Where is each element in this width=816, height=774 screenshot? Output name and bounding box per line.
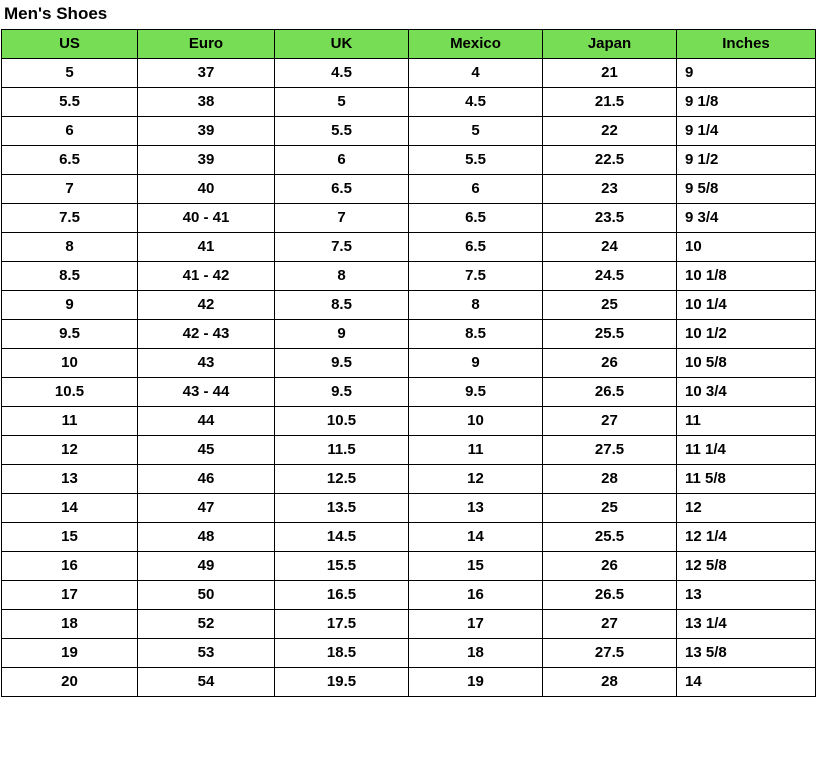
cell-japan: 26 bbox=[543, 552, 677, 581]
cell-mexico: 14 bbox=[409, 523, 543, 552]
cell-mexico: 13 bbox=[409, 494, 543, 523]
cell-japan: 24 bbox=[543, 233, 677, 262]
cell-euro: 41 bbox=[138, 233, 275, 262]
cell-japan: 25.5 bbox=[543, 523, 677, 552]
cell-uk: 12.5 bbox=[275, 465, 409, 494]
cell-us: 14 bbox=[2, 494, 138, 523]
cell-us: 5 bbox=[2, 59, 138, 88]
cell-us: 7 bbox=[2, 175, 138, 204]
cell-us: 17 bbox=[2, 581, 138, 610]
table-row bbox=[2, 349, 816, 378]
cell-euro: 50 bbox=[138, 581, 275, 610]
cell-inches: 10 1/4 bbox=[677, 291, 816, 320]
cell-euro: 39 bbox=[138, 146, 275, 175]
cell-inches: 10 3/4 bbox=[677, 378, 816, 407]
cell-japan: 27 bbox=[543, 407, 677, 436]
cell-uk: 9.5 bbox=[275, 349, 409, 378]
cell-us: 8.5 bbox=[2, 262, 138, 291]
cell-euro: 44 bbox=[138, 407, 275, 436]
cell-mexico: 8 bbox=[409, 291, 543, 320]
cell-euro: 46 bbox=[138, 465, 275, 494]
cell-mexico: 10 bbox=[409, 407, 543, 436]
cell-mexico: 6.5 bbox=[409, 233, 543, 262]
cell-japan: 28 bbox=[543, 465, 677, 494]
table-body bbox=[2, 59, 816, 697]
cell-inches: 13 5/8 bbox=[677, 639, 816, 668]
page-title: Men's Shoes bbox=[4, 4, 108, 23]
cell-japan: 21.5 bbox=[543, 88, 677, 117]
cell-euro: 40 - 41 bbox=[138, 204, 275, 233]
table-header bbox=[2, 30, 816, 59]
cell-inches: 12 bbox=[677, 494, 816, 523]
cell-inches: 9 5/8 bbox=[677, 175, 816, 204]
cell-euro: 43 bbox=[138, 349, 275, 378]
cell-us: 10 bbox=[2, 349, 138, 378]
table-row bbox=[2, 88, 816, 117]
cell-inches: 10 1/2 bbox=[677, 320, 816, 349]
cell-japan: 28 bbox=[543, 668, 677, 697]
cell-mexico: 19 bbox=[409, 668, 543, 697]
cell-japan: 22.5 bbox=[543, 146, 677, 175]
cell-mexico: 8.5 bbox=[409, 320, 543, 349]
cell-japan: 27 bbox=[543, 610, 677, 639]
cell-us: 6.5 bbox=[2, 146, 138, 175]
cell-euro: 38 bbox=[138, 88, 275, 117]
table-row bbox=[2, 639, 816, 668]
cell-mexico: 9.5 bbox=[409, 378, 543, 407]
shoe-size-chart-table bbox=[1, 29, 816, 697]
cell-us: 11 bbox=[2, 407, 138, 436]
cell-mexico: 6.5 bbox=[409, 204, 543, 233]
cell-inches: 12 1/4 bbox=[677, 523, 816, 552]
cell-uk: 7 bbox=[275, 204, 409, 233]
cell-uk: 4.5 bbox=[275, 59, 409, 88]
cell-us: 18 bbox=[2, 610, 138, 639]
cell-mexico: 7.5 bbox=[409, 262, 543, 291]
cell-inches: 11 5/8 bbox=[677, 465, 816, 494]
cell-us: 8 bbox=[2, 233, 138, 262]
table-row bbox=[2, 436, 816, 465]
cell-japan: 23.5 bbox=[543, 204, 677, 233]
cell-mexico: 6 bbox=[409, 175, 543, 204]
cell-japan: 21 bbox=[543, 59, 677, 88]
cell-mexico: 5 bbox=[409, 117, 543, 146]
table-row bbox=[2, 117, 816, 146]
cell-uk: 19.5 bbox=[275, 668, 409, 697]
cell-inches: 11 1/4 bbox=[677, 436, 816, 465]
table-row bbox=[2, 146, 816, 175]
cell-euro: 45 bbox=[138, 436, 275, 465]
cell-euro: 53 bbox=[138, 639, 275, 668]
cell-japan: 24.5 bbox=[543, 262, 677, 291]
cell-euro: 54 bbox=[138, 668, 275, 697]
cell-inches: 11 bbox=[677, 407, 816, 436]
cell-uk: 8 bbox=[275, 262, 409, 291]
column-header-uk: UK bbox=[275, 30, 409, 59]
table-row bbox=[2, 552, 816, 581]
cell-us: 10.5 bbox=[2, 378, 138, 407]
cell-uk: 13.5 bbox=[275, 494, 409, 523]
cell-euro: 41 - 42 bbox=[138, 262, 275, 291]
cell-euro: 39 bbox=[138, 117, 275, 146]
cell-japan: 23 bbox=[543, 175, 677, 204]
column-header-mexico: Mexico bbox=[409, 30, 543, 59]
cell-inches: 10 1/8 bbox=[677, 262, 816, 291]
cell-euro: 42 - 43 bbox=[138, 320, 275, 349]
cell-japan: 26 bbox=[543, 349, 677, 378]
cell-inches: 13 1/4 bbox=[677, 610, 816, 639]
column-header-japan: Japan bbox=[543, 30, 677, 59]
cell-inches: 13 bbox=[677, 581, 816, 610]
cell-japan: 27.5 bbox=[543, 639, 677, 668]
table-row bbox=[2, 320, 816, 349]
table-header-row bbox=[2, 30, 816, 59]
cell-us: 9.5 bbox=[2, 320, 138, 349]
cell-mexico: 16 bbox=[409, 581, 543, 610]
column-header-us: US bbox=[2, 30, 138, 59]
cell-inches: 9 bbox=[677, 59, 816, 88]
cell-mexico: 18 bbox=[409, 639, 543, 668]
table-row bbox=[2, 494, 816, 523]
cell-uk: 5.5 bbox=[275, 117, 409, 146]
cell-inches: 9 3/4 bbox=[677, 204, 816, 233]
table-row bbox=[2, 233, 816, 262]
cell-us: 9 bbox=[2, 291, 138, 320]
column-header-inches: Inches bbox=[677, 30, 816, 59]
cell-inches: 9 1/4 bbox=[677, 117, 816, 146]
table-row bbox=[2, 610, 816, 639]
cell-uk: 7.5 bbox=[275, 233, 409, 262]
cell-us: 12 bbox=[2, 436, 138, 465]
cell-mexico: 11 bbox=[409, 436, 543, 465]
table-row bbox=[2, 175, 816, 204]
cell-uk: 6.5 bbox=[275, 175, 409, 204]
cell-inches: 14 bbox=[677, 668, 816, 697]
table-row bbox=[2, 378, 816, 407]
cell-japan: 25.5 bbox=[543, 320, 677, 349]
table-row bbox=[2, 291, 816, 320]
table-row bbox=[2, 407, 816, 436]
cell-uk: 9.5 bbox=[275, 378, 409, 407]
cell-inches: 9 1/2 bbox=[677, 146, 816, 175]
cell-inches: 9 1/8 bbox=[677, 88, 816, 117]
cell-euro: 52 bbox=[138, 610, 275, 639]
cell-uk: 5 bbox=[275, 88, 409, 117]
cell-inches: 10 5/8 bbox=[677, 349, 816, 378]
cell-euro: 49 bbox=[138, 552, 275, 581]
cell-mexico: 5.5 bbox=[409, 146, 543, 175]
cell-japan: 25 bbox=[543, 291, 677, 320]
table-row bbox=[2, 59, 816, 88]
cell-uk: 8.5 bbox=[275, 291, 409, 320]
table-row bbox=[2, 262, 816, 291]
table-row bbox=[2, 668, 816, 697]
cell-inches: 10 bbox=[677, 233, 816, 262]
cell-uk: 10.5 bbox=[275, 407, 409, 436]
cell-uk: 11.5 bbox=[275, 436, 409, 465]
cell-us: 6 bbox=[2, 117, 138, 146]
cell-japan: 27.5 bbox=[543, 436, 677, 465]
cell-us: 5.5 bbox=[2, 88, 138, 117]
cell-uk: 6 bbox=[275, 146, 409, 175]
cell-mexico: 15 bbox=[409, 552, 543, 581]
cell-inches: 12 5/8 bbox=[677, 552, 816, 581]
cell-euro: 40 bbox=[138, 175, 275, 204]
cell-mexico: 9 bbox=[409, 349, 543, 378]
cell-mexico: 17 bbox=[409, 610, 543, 639]
cell-japan: 26.5 bbox=[543, 378, 677, 407]
cell-japan: 26.5 bbox=[543, 581, 677, 610]
cell-japan: 22 bbox=[543, 117, 677, 146]
cell-us: 15 bbox=[2, 523, 138, 552]
table-row bbox=[2, 204, 816, 233]
cell-uk: 9 bbox=[275, 320, 409, 349]
cell-us: 20 bbox=[2, 668, 138, 697]
cell-uk: 18.5 bbox=[275, 639, 409, 668]
table-row bbox=[2, 523, 816, 552]
cell-us: 16 bbox=[2, 552, 138, 581]
cell-mexico: 4.5 bbox=[409, 88, 543, 117]
cell-us: 13 bbox=[2, 465, 138, 494]
cell-euro: 43 - 44 bbox=[138, 378, 275, 407]
cell-japan: 25 bbox=[543, 494, 677, 523]
table-row bbox=[2, 465, 816, 494]
cell-mexico: 4 bbox=[409, 59, 543, 88]
cell-euro: 47 bbox=[138, 494, 275, 523]
cell-uk: 16.5 bbox=[275, 581, 409, 610]
column-header-euro: Euro bbox=[138, 30, 275, 59]
cell-euro: 37 bbox=[138, 59, 275, 88]
cell-uk: 14.5 bbox=[275, 523, 409, 552]
cell-euro: 48 bbox=[138, 523, 275, 552]
cell-uk: 17.5 bbox=[275, 610, 409, 639]
table-row bbox=[2, 581, 816, 610]
cell-us: 7.5 bbox=[2, 204, 138, 233]
cell-uk: 15.5 bbox=[275, 552, 409, 581]
cell-euro: 42 bbox=[138, 291, 275, 320]
cell-us: 19 bbox=[2, 639, 138, 668]
cell-mexico: 12 bbox=[409, 465, 543, 494]
